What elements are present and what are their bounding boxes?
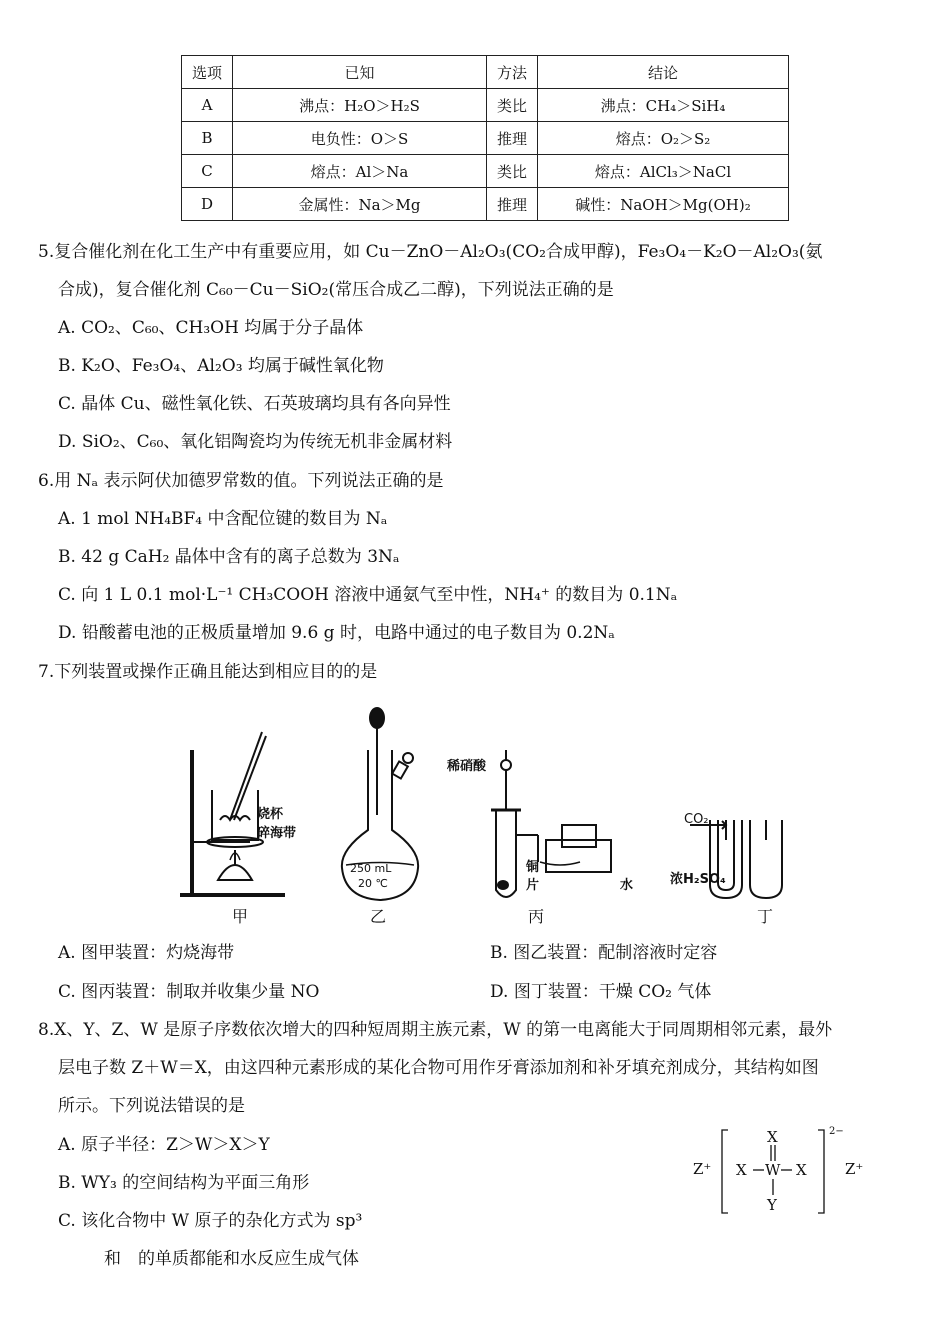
label-seaweed: 碎海带 bbox=[257, 826, 297, 841]
q5-stem-line1: 5.复合催化剂在化工生产中有重要应用，如 Cu－ZnO－Al₂O₃(CO₂合成甲醇)，Fe₃O₄－K₂O－Al₂O₃(氨 bbox=[38, 242, 823, 262]
structure-x-left: X bbox=[736, 1161, 747, 1179]
structure-y: Y bbox=[767, 1196, 777, 1214]
table-cell: 熔点：AlCl₃＞NaCl bbox=[538, 155, 789, 188]
q8-stem-line1: 8.X、Y、Z、W 是原子序数依次增大的四种短周期主族元素，W 的第一电离能大于同周期相邻元素，最外 bbox=[38, 1020, 833, 1040]
q7-option-b: B. 图乙装置：配制溶液时定容 bbox=[490, 943, 718, 963]
table-header: 选项 bbox=[182, 56, 233, 89]
label-copper-piece: 片 bbox=[526, 878, 540, 893]
label-conc-h2so4: 浓H₂SO₄ bbox=[670, 872, 726, 887]
table-cell: 沸点：CH₄＞SiH₄ bbox=[538, 89, 789, 122]
caption-jia: 甲 bbox=[232, 907, 249, 926]
table-cell: 推理 bbox=[487, 122, 538, 155]
structure-w: W bbox=[765, 1161, 781, 1179]
q6-option-d: D. 铅酸蓄电池的正极质量增加 9.6 g 时，电路中通过的电子数目为 0.2Nₐ bbox=[58, 623, 615, 643]
q6-option-a: A. 1 mol NH₄BF₄ 中含配位键的数目为 Nₐ bbox=[58, 509, 388, 529]
table-row bbox=[182, 188, 789, 221]
q8-option-a: A. 原子半径：Z＞W＞X＞Y bbox=[58, 1135, 270, 1155]
structure-z-right: Z⁺ bbox=[845, 1160, 864, 1178]
table-cell: 推理 bbox=[487, 188, 538, 221]
table-cell: 类比 bbox=[487, 155, 538, 188]
structure-x-right: X bbox=[796, 1161, 807, 1179]
table-cell: D bbox=[182, 188, 233, 221]
label-flask-volume: 250 mL bbox=[350, 862, 392, 875]
comparison-table bbox=[181, 55, 789, 221]
q7-option-a: A. 图甲装置：灼烧海带 bbox=[58, 943, 235, 963]
q8-stem-line2: 层电子数 Z＋W＝X，由这四种元素形成的某化合物可用作牙膏添加剂和补牙填充剂成分，其结构如图 bbox=[58, 1058, 819, 1078]
q5-option-a: A. CO₂、C₆₀、CH₃OH 均属于分子晶体 bbox=[58, 318, 364, 338]
table-row bbox=[182, 122, 789, 155]
q6-stem: 6.用 Nₐ 表示阿伏加德罗常数的值。下列说法正确的是 bbox=[38, 471, 444, 491]
q5-option-d: D. SiO₂、C₆₀、氧化铝陶瓷均为传统无机非金属材料 bbox=[58, 432, 453, 452]
table-cell: 金属性：Na＞Mg bbox=[233, 188, 487, 221]
q8-option-c: C. 该化合物中 W 原子的杂化方式为 sp³ bbox=[58, 1211, 363, 1231]
table-header: 方法 bbox=[487, 56, 538, 89]
q7-stem: 7.下列装置或操作正确且能达到相应目的的是 bbox=[38, 662, 378, 682]
label-co2: CO₂ bbox=[684, 812, 709, 827]
table-cell: A bbox=[182, 89, 233, 122]
table-cell: C bbox=[182, 155, 233, 188]
structure-z-left: Z⁺ bbox=[693, 1160, 712, 1178]
q8-option-b: B. WY₃ 的空间结构为平面三角形 bbox=[58, 1173, 310, 1193]
caption-ding: 丁 bbox=[757, 907, 774, 926]
table-header: 结论 bbox=[538, 56, 789, 89]
table-header-row bbox=[182, 56, 789, 89]
caption-bing: 丙 bbox=[528, 907, 545, 926]
q7-option-c: C. 图丙装置：制取并收集少量 NO bbox=[58, 982, 320, 1002]
q8-stem-line3: 所示。下列说法错误的是 bbox=[58, 1096, 245, 1116]
q7-option-d: D. 图丁装置：干燥 CO₂ 气体 bbox=[490, 982, 712, 1002]
table-cell: 类比 bbox=[487, 89, 538, 122]
q6-option-c: C. 向 1 L 0.1 mol·L⁻¹ CH₃COOH 溶液中通氨气至中性，NH₄⁺ 的数目为 0.1Nₐ bbox=[58, 585, 678, 605]
label-beaker: 烧杯 bbox=[257, 807, 284, 822]
label-dilute-nitric-acid: 稀硝酸 bbox=[447, 759, 487, 774]
table-cell: 碱性：NaOH＞Mg(OH)₂ bbox=[538, 188, 789, 221]
q6-option-b: B. 42 g CaH₂ 晶体中含有的离子总数为 3Nₐ bbox=[58, 547, 400, 567]
caption-yi: 乙 bbox=[370, 907, 387, 926]
q5-option-c: C. 晶体 Cu、磁性氧化铁、石英玻璃均具有各向异性 bbox=[58, 394, 451, 414]
label-water: 水 bbox=[620, 878, 634, 893]
table-cell: B bbox=[182, 122, 233, 155]
table-cell: 沸点：H₂O＞H₂S bbox=[233, 89, 487, 122]
structure-charge: 2− bbox=[829, 1126, 844, 1137]
table-cell: 熔点：Al＞Na bbox=[233, 155, 487, 188]
table-cell: 电负性：O＞S bbox=[233, 122, 487, 155]
table-cell: 熔点：O₂＞S₂ bbox=[538, 122, 789, 155]
label-flask-temp: 20 ℃ bbox=[358, 877, 388, 890]
structure-x-top: X bbox=[767, 1128, 778, 1146]
table-header: 已知 bbox=[233, 56, 487, 89]
q8-option-d: 和 的单质都能和水反应生成气体 bbox=[104, 1249, 359, 1269]
q5-stem-line2: 合成)，复合催化剂 C₆₀－Cu－SiO₂(常压合成乙二醇)，下列说法正确的是 bbox=[58, 280, 614, 300]
table-row bbox=[182, 155, 789, 188]
no-generation-apparatus bbox=[491, 750, 611, 897]
table-row bbox=[182, 89, 789, 122]
q5-option-b: B. K₂O、Fe₃O₄、Al₂O₃ 均属于碱性氧化物 bbox=[58, 356, 384, 376]
label-copper: 铜 bbox=[526, 860, 540, 875]
